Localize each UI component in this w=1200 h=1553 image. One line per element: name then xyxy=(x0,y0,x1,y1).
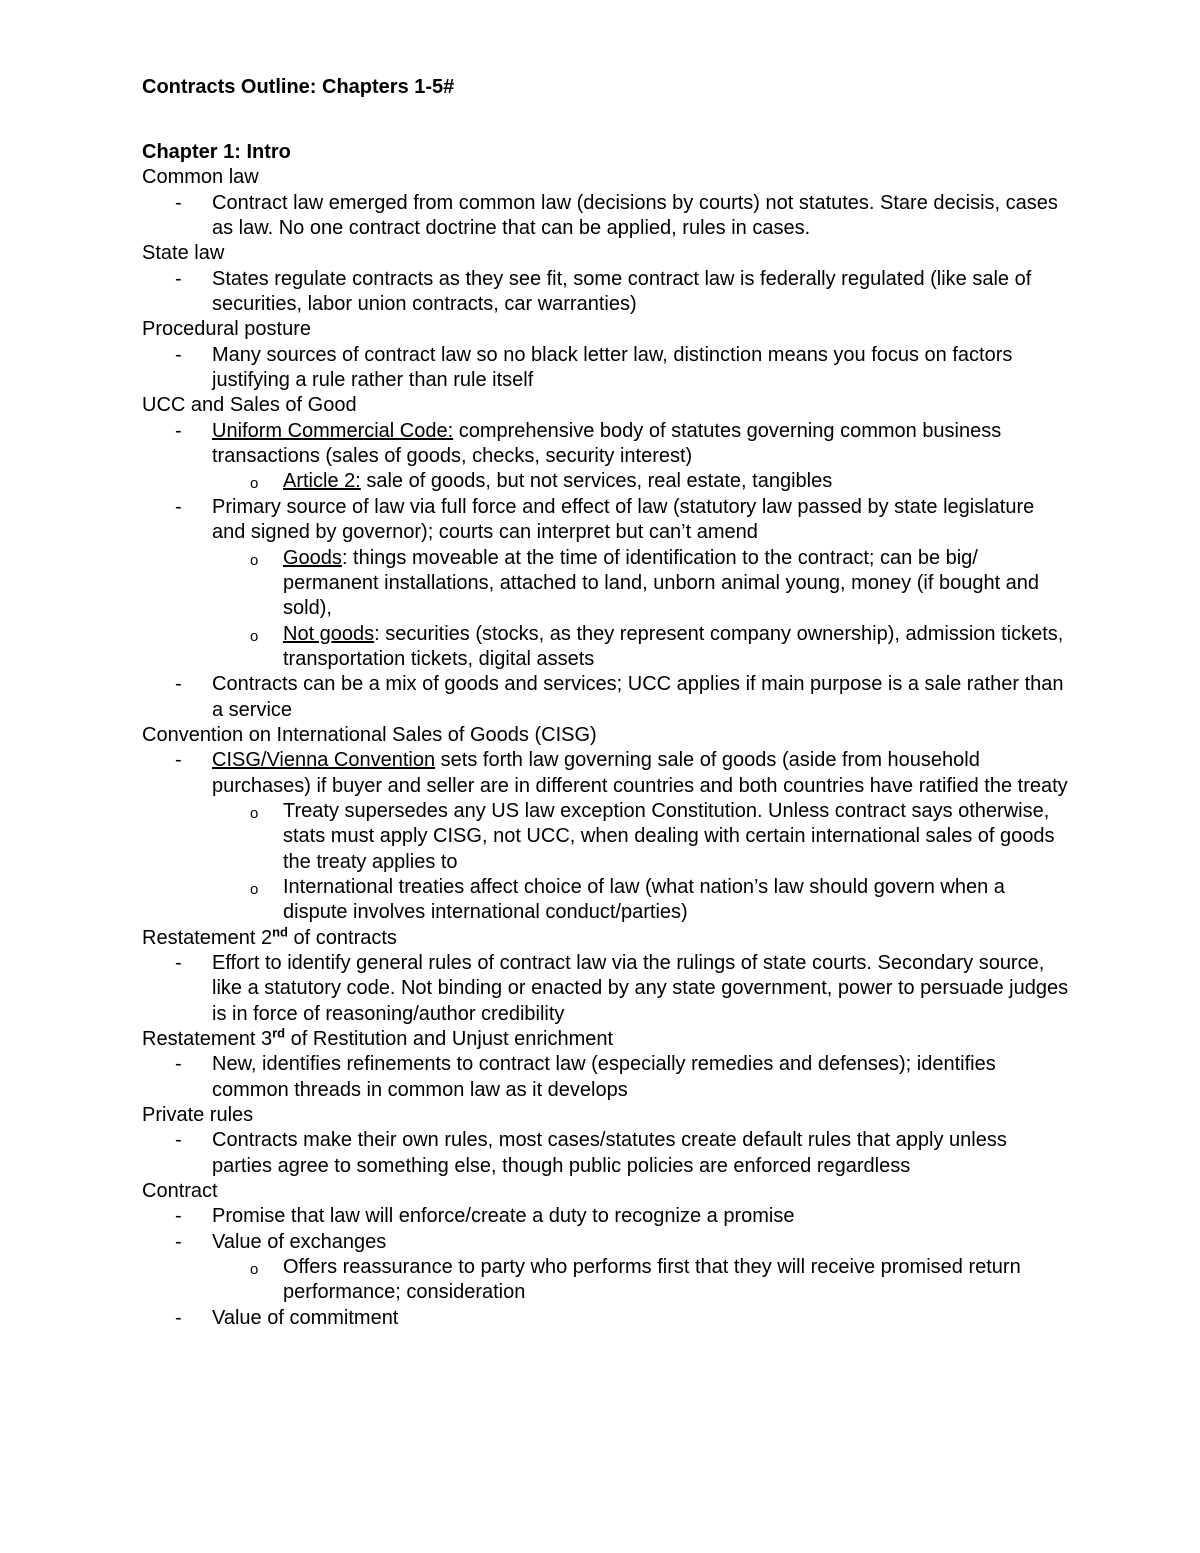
subbullet-goods xyxy=(142,546,1072,622)
bullet-text: Many sources of contract law so no black letter law, distinction means you focus on factors justifying a rule rather than rule itself xyxy=(212,343,1013,392)
sub-marker: o xyxy=(250,551,259,569)
bullet-text: Promise that law will enforce/create a duty to recognize a promise xyxy=(212,1205,795,1228)
term-goods: Goods xyxy=(283,546,342,569)
bullet-cisg-1 xyxy=(142,748,1072,799)
sub-marker: o xyxy=(250,475,259,493)
dash-marker: - xyxy=(175,1053,182,1076)
dash-marker: - xyxy=(175,343,182,366)
topic-procedural-posture: Procedural posture xyxy=(142,318,311,341)
bullet-text: comprehensive body of statutes governing common business transactions (sales of goods, checks, security interest) xyxy=(212,419,1002,468)
bullet-text: Value of exchanges xyxy=(212,1230,387,1253)
bullet-ucc-1 xyxy=(142,419,1072,470)
dash-marker: - xyxy=(175,749,182,772)
bullet-restatement-2-1 xyxy=(142,951,1072,1027)
topic-label-post: of Restitution and Unjust enrichment xyxy=(285,1028,614,1051)
bullet-common-law-1 xyxy=(142,191,1072,242)
topic-contract: Contract xyxy=(142,1180,218,1203)
bullet-text: States regulate contracts as they see fit, some contract law is federally regulated (like sale of securities, labor union contracts, car warranties) xyxy=(212,267,1032,316)
bullet-text: Effort to identify general rules of contract law via the rulings of state courts. Secondary source, like a statutory code. Not binding or enacted by any state government, power to persuade judges is in force of reasoning/author credibility xyxy=(212,952,1069,1025)
document-title: Contracts Outline: Chapters 1-5# xyxy=(142,76,455,98)
bullet-private-rules-1 xyxy=(142,1128,1072,1179)
bullet-text: Value of commitment xyxy=(212,1306,399,1329)
dash-marker: - xyxy=(175,1230,182,1253)
bullet-ucc-3 xyxy=(142,672,1072,723)
bullet-contract-3 xyxy=(142,1306,1072,1331)
bullet-text: sets forth law governing sale of goods (aside from household purchases) if buyer and seller are in different countries and both countries have ratified the treaty xyxy=(212,749,1068,797)
bullet-state-law-1 xyxy=(142,267,1072,318)
bullet-text: Treaty supersedes any US law exception Constitution. Unless contract says otherwise, stats must apply CISG, not UCC, when dealing with certain international sales of goods the treaty applies to xyxy=(283,799,1055,873)
term-article-2: Article 2: xyxy=(283,470,361,493)
bullet-contract-2 xyxy=(142,1230,1072,1255)
bullet-text: : securities (stocks, as they represent company ownership), admission tickets, transportation tickets, digital assets xyxy=(283,622,1064,670)
term-ucc: Uniform Commercial Code: xyxy=(212,419,454,442)
subbullet-contract-2-1 xyxy=(142,1255,1072,1306)
document-body xyxy=(142,140,1072,1331)
dash-marker: - xyxy=(175,419,182,442)
topic-private-rules: Private rules xyxy=(142,1104,254,1127)
dash-marker: - xyxy=(175,1129,182,1152)
subbullet-not-goods xyxy=(142,622,1072,673)
bullet-ucc-2 xyxy=(142,495,1072,546)
bullet-procedural-1 xyxy=(142,343,1072,394)
ordinal-suffix: nd xyxy=(272,924,288,939)
topic-common-law: Common law xyxy=(142,166,259,189)
subbullet-cisg-1 xyxy=(142,799,1072,875)
topic-ucc: UCC and Sales of Good xyxy=(142,394,357,417)
topic-cisg: Convention on International Sales of Goods (CISG) xyxy=(142,723,597,746)
bullet-text: Contracts can be a mix of goods and services; UCC applies if main purpose is a sale rather than a service xyxy=(212,673,1064,721)
term-not-goods: Not goods xyxy=(283,622,375,645)
subbullet-cisg-2 xyxy=(142,875,1072,926)
bullet-text: Offers reassurance to party who performs first that they will receive promised return performance; consideration xyxy=(283,1256,1021,1304)
bullet-contract-1 xyxy=(142,1204,1072,1229)
bullet-text: : things moveable at the time of identification to the contract; can be big/ permanent installations, attached to land, unborn animal young, money (if bought and sold), xyxy=(283,546,1040,620)
chapter-heading: Chapter 1: Intro xyxy=(142,141,291,163)
bullet-text: New, identifies refinements to contract law (especially remedies and defenses); identifies common threads in common law as it develops xyxy=(212,1053,996,1101)
topic-restatement-2 xyxy=(142,926,1072,951)
dash-marker: - xyxy=(175,952,182,974)
dash-marker: - xyxy=(175,267,182,290)
bullet-text: Contract law emerged from common law (decisions by courts) not statutes. Stare decisis, cases as law. No one contract doctrine that can be applied, rules in cases. xyxy=(212,191,1058,240)
topic-state-law: State law xyxy=(142,242,225,265)
term-cisg: CISG/Vienna Convention xyxy=(212,749,436,772)
sub-marker: o xyxy=(250,627,259,645)
topic-label-pre: Restatement 3 xyxy=(142,1028,273,1051)
topic-restatement-3 xyxy=(142,1027,1072,1052)
dash-marker: - xyxy=(175,1306,182,1329)
topic-label-pre: Restatement 2 xyxy=(142,926,273,949)
dash-marker: - xyxy=(175,673,182,696)
sub-marker: o xyxy=(250,880,259,898)
dash-marker: - xyxy=(175,191,182,214)
dash-marker: - xyxy=(175,495,182,518)
bullet-restatement-3-1 xyxy=(142,1052,1072,1103)
ordinal-suffix: rd xyxy=(272,1025,286,1041)
topic-label-post: of contracts xyxy=(287,926,397,949)
bullet-text: International treaties affect choice of law (what nation’s law should govern when a dispute involves international conduct/parties) xyxy=(283,875,1005,924)
bullet-text: Primary source of law via full force and effect of law (statutory law passed by state legislature and signed by governor); courts can interpret but can’t amend xyxy=(212,495,1035,544)
subbullet-article-2 xyxy=(142,469,1072,494)
bullet-text: sale of goods, but not services, real estate, tangibles xyxy=(360,470,833,493)
sub-marker: o xyxy=(250,804,259,822)
bullet-text: Contracts make their own rules, most cases/statutes create default rules that apply unless parties agree to something else, though public policies are enforced regardless xyxy=(212,1129,1007,1177)
dash-marker: - xyxy=(175,1205,182,1228)
sub-marker: o xyxy=(250,1261,259,1279)
